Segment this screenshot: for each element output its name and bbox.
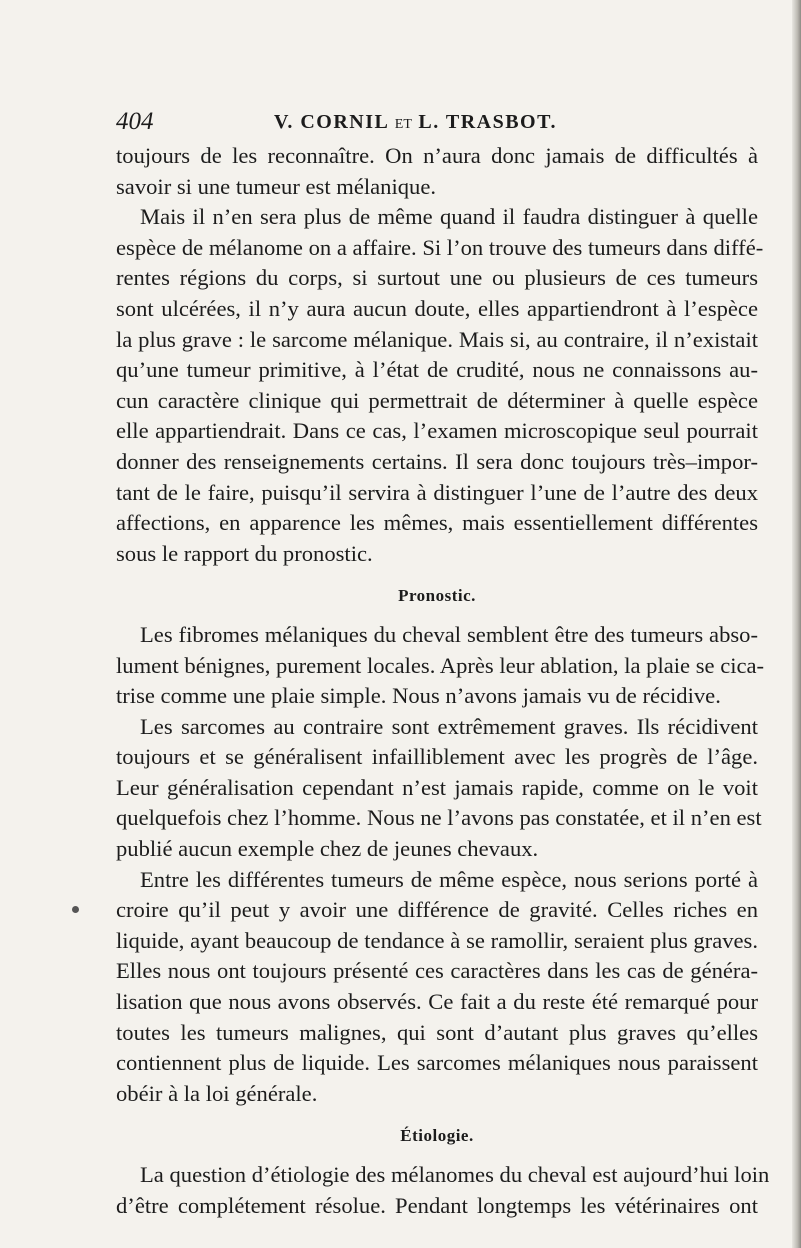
body-text xyxy=(116,141,770,1221)
page-edge-shadow xyxy=(792,0,801,1248)
text-line: Les fibromes mélaniques du cheval semblent être des tumeurs abso- xyxy=(140,621,758,647)
text-line: publié aucun exemple chez de jeunes chevaux. xyxy=(116,836,539,862)
text-line: trise comme une plaie simple. Nous n’avons jamais vu de récidive. xyxy=(116,683,721,709)
text-line: cun caractère clinique qui permettrait de déterminer à quelle espèce xyxy=(116,387,758,413)
author-cornil: V. CORNIL xyxy=(274,111,389,133)
text-line: contiennent plus de liquide. Les sarcomes mélaniques nous paraissent xyxy=(116,1050,758,1076)
text-line: toujours et se généralisent infailliblement avec les progrès de l’âge. xyxy=(116,744,758,770)
paragraph-etiologie xyxy=(116,1160,770,1221)
text-line: quelquefois chez l’homme. Nous ne l’avons pas constatée, et il n’en est xyxy=(116,805,762,831)
text-line: la plus grave : le sarcome mélanique. Mais si, au contraire, il n’existait xyxy=(116,326,758,352)
paragraph-sarcomes xyxy=(116,712,762,865)
text-line: espèce de mélanome on a affaire. Si l’on trouve des tumeurs dans diffé- xyxy=(116,234,764,260)
text-line: rentes régions du corps, si surtout une ou plusieurs de ces tumeurs xyxy=(116,265,758,291)
text-line: lisation que nous avons observés. Ce fait a du reste été remarqué pour xyxy=(116,989,758,1015)
text-line: Elles nous ont toujours présenté ces caractères dans les cas de généra- xyxy=(116,958,758,984)
text-line: sous le rapport du pronostic. xyxy=(116,540,373,566)
page-header xyxy=(116,108,756,144)
text-line: elle appartiendrait. Dans ce cas, l’examen microscopique seul pourrait xyxy=(116,418,758,444)
text-line: obéir à la loi générale. xyxy=(116,1080,318,1106)
text-line: croire qu’il peut y avoir une différence de gravité. Celles riches en xyxy=(116,897,758,923)
paragraph-fibromes xyxy=(116,620,765,712)
text-line: Les sarcomes au contraire sont extrêmement graves. Ils récidivent xyxy=(140,713,758,739)
text-line: d’être complétement résolue. Pendant longtemps les vétérinaires ont xyxy=(116,1192,758,1218)
text-line: toujours de les reconnaître. On n’aura donc jamais de difficultés à xyxy=(116,143,758,168)
text-line: qu’une tumeur primitive, à l’état de crudité, nous ne connaissons au- xyxy=(116,357,758,383)
text-line: affections, en apparence les mêmes, mais essentiellement différentes xyxy=(116,510,758,536)
paragraph-species xyxy=(116,202,764,569)
text-line: Entre les différentes tumeurs de même espèce, nous serions porté à xyxy=(140,866,758,892)
section-heading-pronostic: Pronostic. xyxy=(398,586,476,606)
margin-dot xyxy=(72,906,79,913)
running-head xyxy=(274,111,557,134)
text-line: toutes les tumeurs malignes, qui sont d’autant plus graves qu’elles xyxy=(116,1019,758,1045)
paragraph-differentes xyxy=(116,865,758,1110)
text-line: donner des renseignements certains. Il sera donc toujours très–impor- xyxy=(116,448,758,474)
text-line: tant de le faire, puisqu’il servira à distinguer l’une de l’autre des deux xyxy=(116,479,758,505)
text-line: Mais il n’en sera plus de même quand il faudra distinguer à quelle xyxy=(140,204,758,230)
text-line: Leur généralisation cependant n’est jamais rapide, comme on le voit xyxy=(116,774,758,800)
running-head-conjunction: ET xyxy=(394,117,412,132)
text-line: lument bénignes, purement locales. Après leur ablation, la plaie se cica- xyxy=(116,652,765,678)
paragraph-intro xyxy=(116,141,758,202)
text-line: liquide, ayant beaucoup de tendance à se ramollir, seraient plus graves. xyxy=(116,927,758,953)
author-trasbot: L. TRASBOT. xyxy=(418,111,557,133)
text-line: savoir si une tumeur est mélanique. xyxy=(116,173,436,199)
text-line: sont ulcérées, il n’y aura aucun doute, elles appartiendront à l’espèce xyxy=(116,295,758,321)
text-line: La question d’étiologie des mélanomes du cheval est aujourd’hui loin xyxy=(140,1162,770,1187)
section-heading-etiologie: Étiologie. xyxy=(400,1126,474,1146)
page-number: 404 xyxy=(116,108,154,135)
